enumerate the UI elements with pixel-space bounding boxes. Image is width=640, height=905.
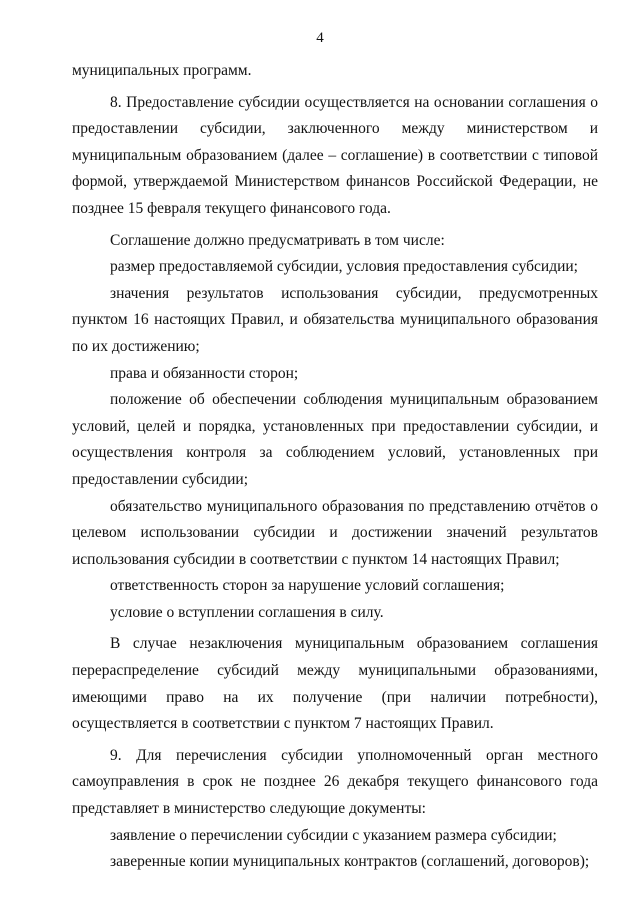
document-body [72, 58, 598, 876]
paragraph: условие о вступлении соглашения в силу. [110, 603, 384, 621]
page-number: 4 [316, 30, 324, 46]
paragraph: обязательство муниципального образования по представлению отчётов о целевом использовании субсидии и достижении значений результатов использования субсидии в соответствии с пунктом 14 настоящих Правил; [72, 497, 598, 568]
paragraph: 9. Для перечисления субсидии уполномоченный орган местного самоуправления в срок не позднее 26 декабря текущего финансового года представляет в министерство следующие документы: [72, 746, 598, 818]
paragraph: ответственность сторон за нарушение условий соглашения; [110, 577, 505, 595]
paragraph: заверенные копии муниципальных контрактов (соглашений, договоров); [110, 853, 590, 871]
paragraph: В случае незаключения муниципальным образованием соглашения перераспределение субсидий между муниципальными образованиями, имеющими право на их получение (при наличии потребности), осуществляется в соответствии с пунктом 7 настоящих Правил. [72, 635, 598, 733]
paragraph: значения результатов использования субсидии, предусмотренных пунктом 16 настоящих Правил, и обязательства муниципального образования по их достижению; [72, 284, 598, 355]
paragraph: размер предоставляемой субсидии, условия предоставления субсидии; [110, 258, 578, 276]
paragraph: Соглашение должно предусматривать в том числе: [110, 231, 445, 249]
paragraph: заявление о перечислении субсидии с указанием размера субсидии; [110, 826, 557, 844]
paragraph: положение об обеспечении соблюдения муниципальным образованием условий, целей и порядка, установленных при предоставлении субсидии, и осуществления контроля за соблюдением условий, установленных при предоставлении субсидии; [72, 391, 598, 488]
paragraph: права и обязанности сторон; [110, 364, 299, 382]
paragraph: 8. Предоставление субсидии осуществляется на основании соглашения о предоставлении субсидии, заключенного между министерством и муниципальным образованием (далее – соглашение) в соответствии с типовой формой, утверждаемой Министерством финансов Российской Федерации, не позднее 15 февраля текущего финансового года. [72, 93, 598, 217]
paragraph: муниципальных программ. [72, 62, 252, 79]
